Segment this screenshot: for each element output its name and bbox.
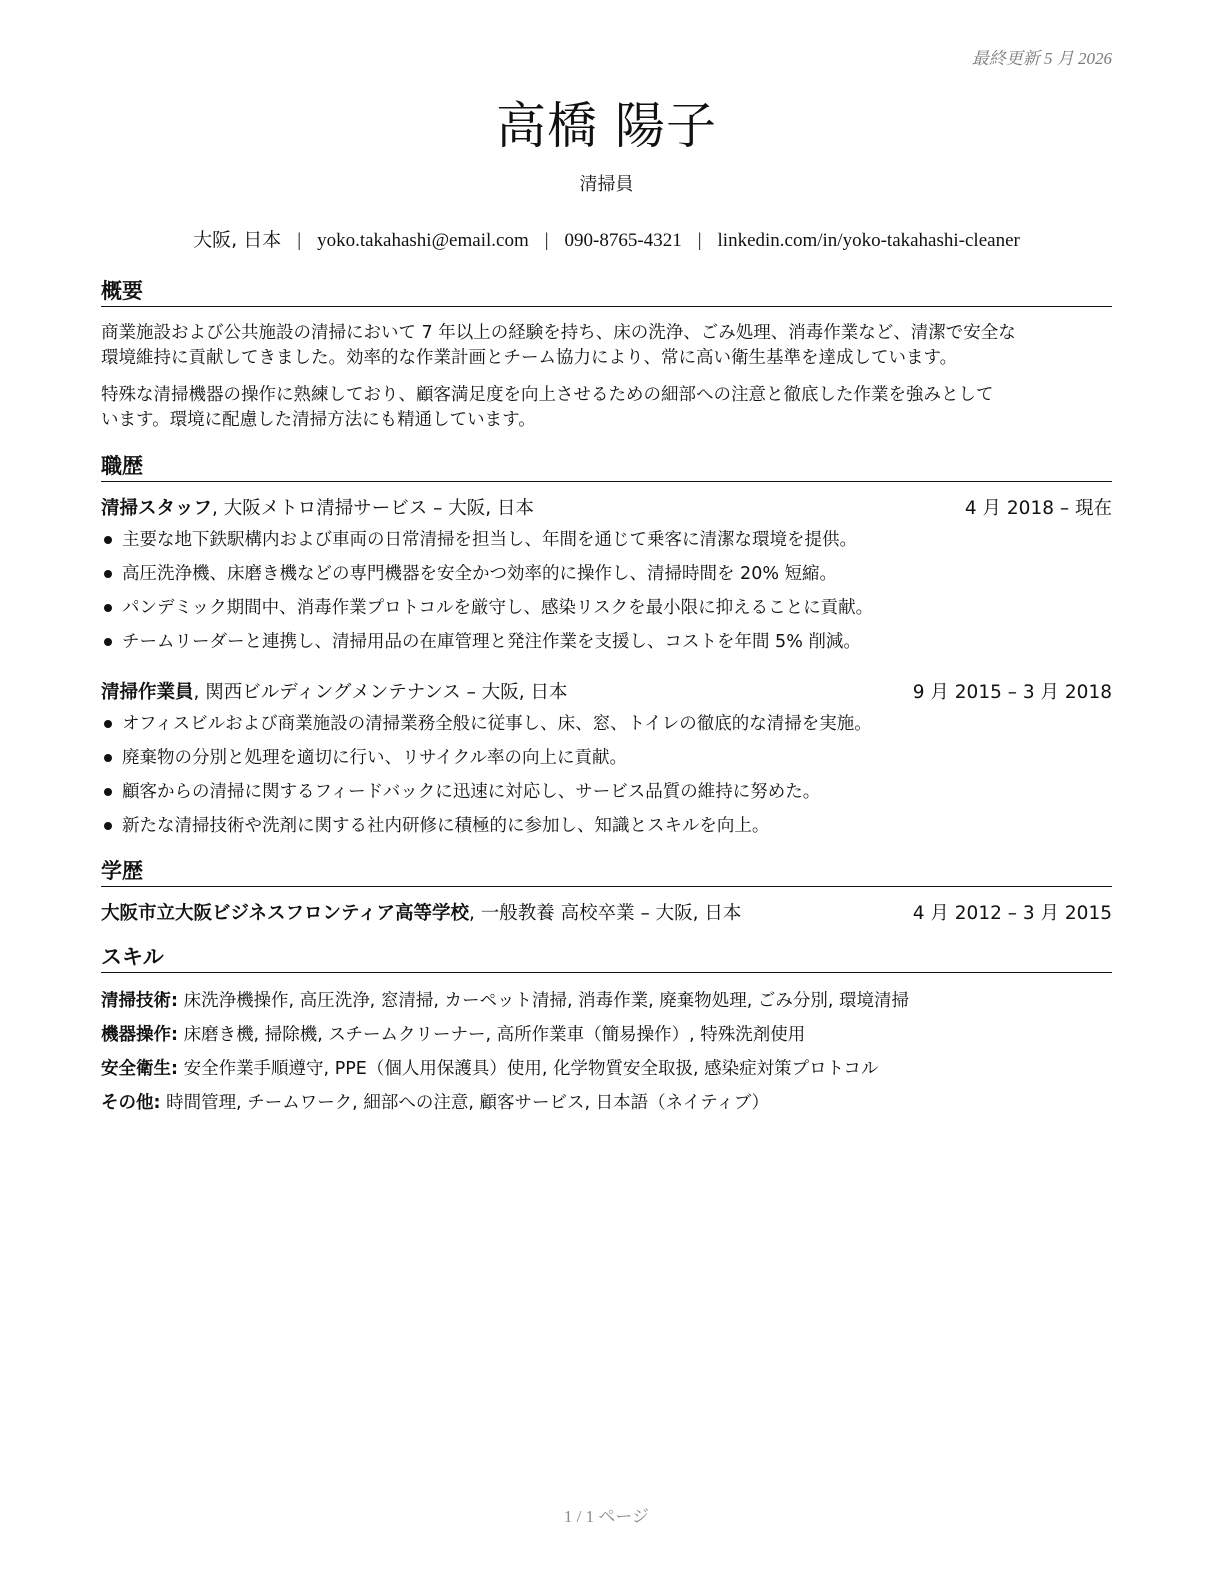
- bullet-icon: [104, 788, 112, 796]
- bullet-text: 顧客からの清掃に関するフィードバックに迅速に対応し、サービス品質の維持に努めた。: [122, 782, 821, 802]
- skill-value: 安全作業手順遵守, PPE（個人用保護具）使用, 化学物質安全取扱, 感染症対策プロトコル: [178, 1059, 879, 1079]
- education-heading: 学歴: [101, 858, 1112, 887]
- summary-line: 特殊な清掃機器の操作に熟練しており、顧客満足度を向上させるための細部への注意と徹底した作業を強みとして: [101, 385, 994, 405]
- bullet-icon: [104, 638, 112, 646]
- contact-linkedin[interactable]: linkedin.com/in/yoko-takahashi-cleaner: [717, 230, 1020, 251]
- bullet-icon: [104, 570, 112, 578]
- job-role: 清掃作業員: [101, 682, 194, 703]
- skill-label: 安全衛生:: [101, 1059, 178, 1079]
- summary-line: 環境維持に貢献してきました。効率的な作業計画とチーム協力により、常に高い衛生基準を達成しています。: [101, 348, 958, 368]
- skill-label: 機器操作:: [101, 1025, 178, 1045]
- summary-paragraph-1: [101, 321, 1112, 371]
- bullet-icon: [104, 822, 112, 830]
- education-detail: , 一般教養 高校卒業 – 大阪, 日本: [468, 903, 742, 924]
- bullet-text: 廃棄物の分別と処理を適切に行い、リサイクル率の向上に貢献。: [122, 748, 628, 768]
- job-role-company: [101, 496, 534, 522]
- list-item: [101, 779, 1112, 813]
- bullet-text: 新たな清掃技術や洗剤に関する社内研修に積極的に参加し、知識とスキルを向上。: [122, 816, 770, 836]
- list-item: [101, 813, 1112, 847]
- contact-email[interactable]: yoko.takahashi@email.com: [317, 230, 529, 251]
- bullet-text: 主要な地下鉄駅構内および車両の日常清掃を担当し、年間を通じて乗客に清潔な環境を提供。: [122, 530, 857, 550]
- job-dates: 4 月 2018 – 現在: [964, 498, 1112, 519]
- list-item: [101, 745, 1112, 779]
- skill-line: [101, 988, 1112, 1014]
- resume-page: [101, 0, 1112, 1584]
- education-dates: 4 月 2012 – 3 月 2015: [912, 903, 1112, 924]
- contact-location: 大阪, 日本: [193, 229, 282, 251]
- education-school-detail: [101, 901, 741, 927]
- education-school: 大阪市立大阪ビジネスフロンティア高等学校: [101, 903, 469, 924]
- bullet-icon: [104, 720, 112, 728]
- list-item: [101, 527, 1112, 561]
- page-indicator: 1 / 1 ページ: [563, 1507, 650, 1526]
- summary-line: 商業施設および公共施設の清掃において 7 年以上の経験を持ち、床の洗浄、ごみ処理、消毒作業など、清潔で安全な: [101, 323, 1016, 343]
- summary-paragraph-2: [101, 383, 1112, 433]
- experience-heading: 職歴: [101, 453, 1112, 482]
- candidate-name: 高橋 陽子: [496, 97, 717, 155]
- bullet-icon: [104, 536, 112, 544]
- list-item: [101, 595, 1112, 629]
- contact-separator: |: [544, 230, 549, 251]
- job-dates: 9 月 2015 – 3 月 2018: [912, 682, 1112, 703]
- bullet-text: パンデミック期間中、消毒作業プロトコルを厳守し、感染リスクを最小限に抑えることに貢献。: [122, 598, 874, 618]
- bullet-text: オフィスビルおよび商業施設の清掃業務全般に従事し、床、窓、トイレの徹底的な清掃を実施。: [122, 714, 872, 734]
- summary-line: います。環境に配慮した清掃方法にも精通しています。: [101, 410, 536, 430]
- job-role: 清掃スタッフ: [101, 498, 213, 519]
- list-item: [101, 629, 1112, 663]
- contact-line: [101, 225, 1112, 252]
- job-bullets: [101, 527, 1112, 663]
- education-entry: [101, 901, 1112, 927]
- job-bullets: [101, 711, 1112, 847]
- list-item: [101, 711, 1112, 745]
- contact-separator: |: [697, 230, 702, 251]
- job-entry-header: [101, 496, 1112, 522]
- skill-label: その他:: [101, 1093, 161, 1113]
- bullet-icon: [104, 604, 112, 612]
- job-company: , 大阪メトロ清掃サービス – 大阪, 日本: [212, 498, 535, 519]
- list-item: [101, 561, 1112, 595]
- skill-line: [101, 1056, 1112, 1082]
- job-title: 清掃員: [579, 174, 634, 195]
- contact-separator: |: [297, 230, 302, 251]
- skill-value: 床磨き機, 掃除機, スチームクリーナー, 高所作業車（簡易操作）, 特殊洗剤使用: [178, 1025, 806, 1045]
- skills-heading: スキル: [101, 944, 1112, 973]
- skill-label: 清掃技術:: [101, 991, 178, 1011]
- job-role-company: [101, 680, 568, 706]
- skill-value: 床洗浄機操作, 高圧洗浄, 窓清掃, カーペット清掃, 消毒作業, 廃棄物処理, ごみ分別, 環境清掃: [178, 991, 909, 1011]
- job-company: , 関西ビルディングメンテナンス – 大阪, 日本: [193, 682, 568, 703]
- job-entry-header: [101, 680, 1112, 706]
- skill-line: [101, 1022, 1112, 1048]
- bullet-text: チームリーダーと連携し、清掃用品の在庫管理と発注作業を支援し、コストを年間 5% 削減。: [122, 632, 861, 652]
- bullet-text: 高圧洗浄機、床磨き機などの専門機器を安全かつ効率的に操作し、清掃時間を 20% 短縮。: [122, 564, 838, 584]
- bullet-icon: [104, 754, 112, 762]
- skill-value: 時間管理, チームワーク, 細部への注意, 顧客サービス, 日本語（ネイティブ）: [160, 1093, 769, 1113]
- last-updated: 最終更新 5 月 2026: [971, 49, 1112, 68]
- skill-line: [101, 1090, 1112, 1116]
- contact-phone[interactable]: 090-8765-4321: [564, 230, 682, 251]
- summary-heading: 概要: [101, 278, 1112, 307]
